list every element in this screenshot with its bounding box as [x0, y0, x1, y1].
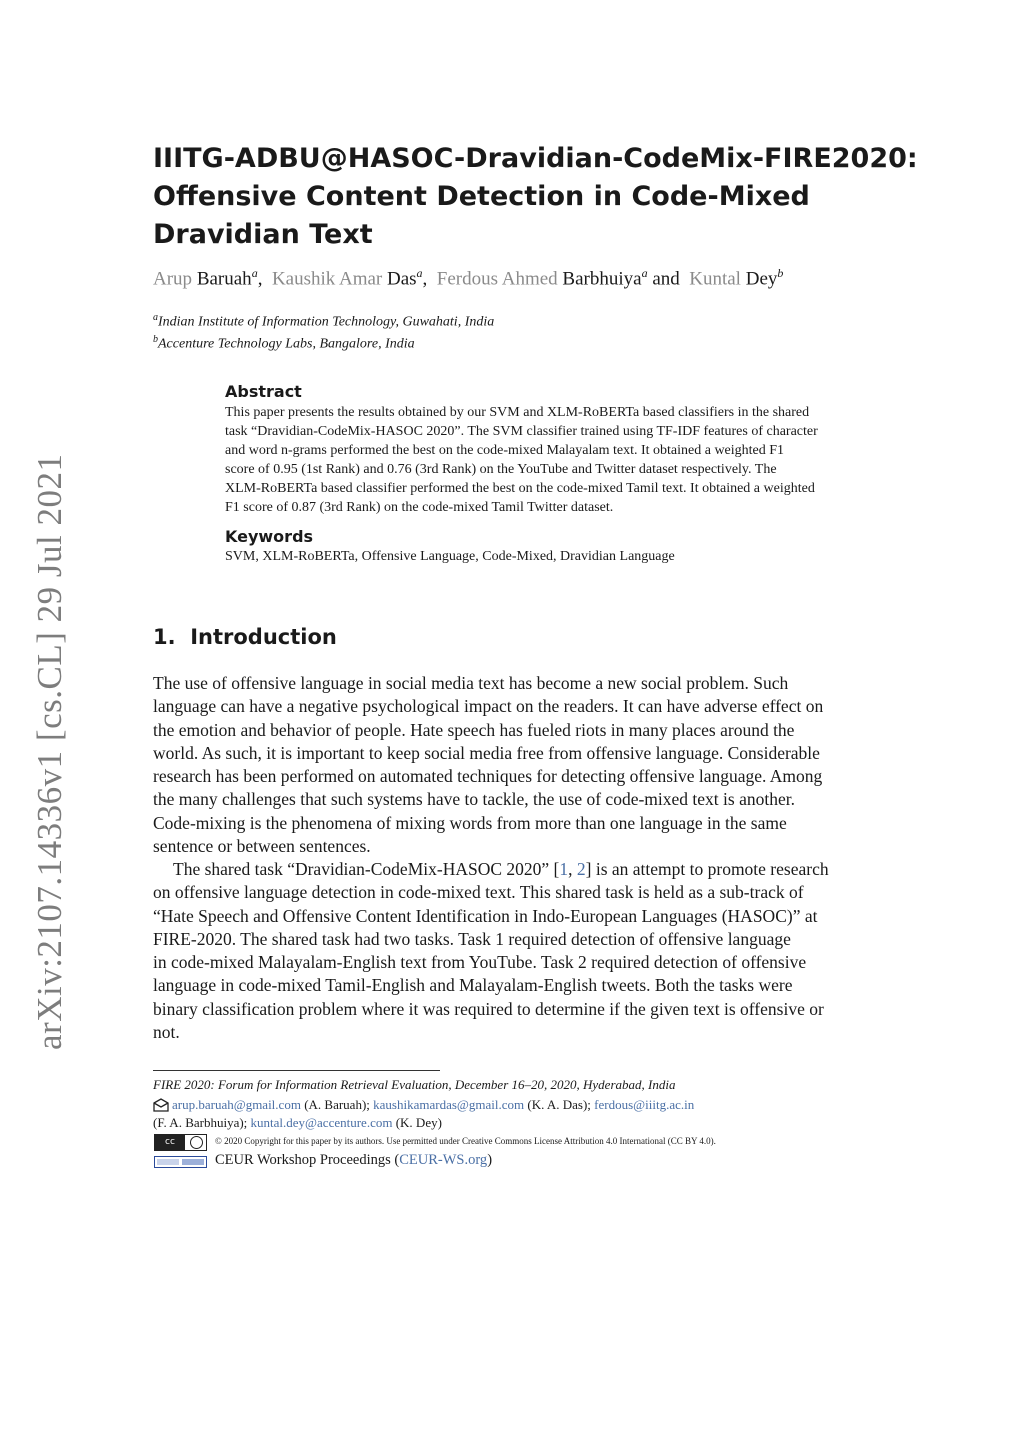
- abstract-body: [225, 403, 871, 517]
- abstract-line: This paper presents the results obtained by our SVM and XLM-RoBERTa based classifiers in the shared: [225, 405, 810, 420]
- author-family-name: Dey: [745, 268, 778, 290]
- paper-title: [153, 140, 918, 254]
- footnote-rule: [153, 1070, 440, 1071]
- author-given-name: Arup: [153, 268, 193, 290]
- author-given-name: Ferdous Ahmed: [436, 268, 558, 290]
- keywords-list: SVM, XLM-RoBERTa, Offensive Language, Code-Mixed, Dravidian Language: [225, 549, 675, 564]
- email-owner: (F. A. Barbhuiya);: [153, 1115, 248, 1130]
- author-and: and: [652, 268, 680, 290]
- author-separator: ,: [422, 268, 428, 290]
- conference-footnote: FIRE 2020: Forum for Information Retrieval Evaluation, December 16–20, 2020, Hyderabad, India: [153, 1077, 676, 1092]
- affiliation-text: Accenture Technology Labs, Bangalore, India: [158, 336, 415, 352]
- keywords-heading: Keywords: [225, 527, 314, 546]
- ceur-link[interactable]: CEUR-WS.org: [399, 1152, 488, 1168]
- author-affiliation-mark: b: [777, 266, 784, 280]
- title-line-2: Offensive Content Detection in Code-Mixed: [153, 181, 810, 212]
- author-given-name: Kaushik Amar: [271, 268, 383, 290]
- paragraph-line: sentence or between sentences.: [153, 836, 371, 857]
- email-footnote-continued: [153, 1115, 442, 1131]
- author-family-name: Barbhuiya: [562, 268, 642, 290]
- email-owner: (K. A. Das);: [527, 1097, 591, 1112]
- intro-paragraph-1: [153, 672, 873, 858]
- paragraph-line: research has been performed on automated techniques for detecting offensive language. Among: [153, 766, 823, 787]
- affiliation-mark: a: [153, 312, 158, 323]
- cc-license-badge[interactable]: [154, 1134, 207, 1151]
- ceur-proceedings: [215, 1152, 492, 1169]
- author-family-name: Das: [386, 268, 417, 290]
- arxiv-identifier: arXiv:2107.14336v1 [cs.CL] 29 Jul 2021: [30, 453, 69, 1050]
- paragraph-line: FIRE-2020. The shared task had two tasks. Task 1 required detection of offensive language: [153, 928, 791, 949]
- paragraph-line: Code-mixing is the phenomena of mixing words from more than one language in the same: [153, 812, 787, 833]
- intro-paragraph-2: [153, 858, 873, 1044]
- paragraph-line: “Hate Speech and Offensive Content Identification in Indo-European Languages (HASOC)” at: [153, 905, 818, 926]
- author-affiliation-mark: a: [416, 266, 423, 280]
- title-line-1: IIITG-ADBU@HASOC-Dravidian-CodeMix-FIRE2020:: [153, 143, 918, 174]
- email-owner: (A. Baruah);: [304, 1097, 370, 1112]
- author-affiliation-mark: a: [641, 266, 648, 280]
- paragraph-line: language can have a negative psychological impact on the readers. It can have adverse effect on: [153, 696, 824, 717]
- email-link[interactable]: arup.baruah@gmail.com: [172, 1097, 301, 1112]
- ceur-logo: [154, 1156, 207, 1168]
- email-link[interactable]: kaushikamardas@gmail.com: [373, 1097, 525, 1112]
- paragraph-line: on offensive language detection in code-mixed text. This shared task is held as a sub-track of: [153, 882, 804, 903]
- paragraph-line: [153, 858, 873, 881]
- affiliation-a: [153, 312, 494, 331]
- paragraph-line: binary classification problem where it was required to determine if the given text is offensive or: [153, 998, 824, 1019]
- section-heading: [153, 625, 337, 649]
- affiliation-b: [153, 334, 415, 353]
- paragraph-line: in code-mixed Malayalam-English text from YouTube. Task 2 required detection of offensive: [153, 952, 807, 973]
- paragraph-line: language in code-mixed Tamil-English and Malayalam-English tweets. Both the tasks were: [153, 975, 793, 996]
- paragraph-line: The use of offensive language in social media text has become a new social problem. Such: [153, 673, 789, 693]
- email-link[interactable]: kuntal.dey@accenture.com: [250, 1115, 393, 1130]
- abstract-line: and word n-grams performed the best on the code-mixed Malayalam text. It obtained a weighted F1: [225, 443, 785, 458]
- author-given-name: Kuntal: [689, 268, 741, 290]
- text-run: The shared task “Dravidian-CodeMix-HASOC 2020” [: [173, 859, 560, 879]
- abstract-line: XLM-RoBERTa based classifier performed the best on the code-mixed Tamil text. It obtained a weighted: [225, 481, 815, 496]
- ceur-text-close: ): [487, 1152, 493, 1168]
- abstract-line: score of 0.95 (1st Rank) and 0.76 (3rd Rank) on the YouTube and Twitter dataset respectively. The: [225, 462, 777, 477]
- email-link[interactable]: ferdous@iiitg.ac.in: [594, 1097, 695, 1112]
- author-affiliation-mark: a: [251, 266, 258, 280]
- section-title: Introduction: [190, 625, 337, 649]
- abstract-line: task “Dravidian-CodeMix-HASOC 2020”. The SVM classifier trained using TF-IDF features of character: [225, 424, 818, 439]
- email-owner: (K. Dey): [395, 1115, 442, 1130]
- affiliation-mark: b: [153, 334, 158, 345]
- citation-separator: ,: [568, 859, 577, 879]
- paragraph-line: world. As such, it is important to keep social media free from offensive language. Considerable: [153, 742, 820, 763]
- author-list: [153, 266, 783, 290]
- affiliation-text: Indian Institute of Information Technology, Guwahati, India: [158, 314, 495, 330]
- citation-link-1[interactable]: 1: [559, 859, 569, 879]
- citation-link-2[interactable]: 2: [576, 859, 586, 879]
- paragraph-line: not.: [153, 1022, 180, 1043]
- abstract-heading: Abstract: [225, 382, 302, 401]
- title-line-3: Dravidian Text: [153, 219, 373, 250]
- person-icon: [190, 1136, 203, 1149]
- email-footnote: [172, 1097, 694, 1113]
- author-family-name: Baruah: [196, 268, 252, 290]
- section-number: 1.: [153, 625, 176, 649]
- copyright-notice: © 2020 Copyright for this paper by its authors. Use permitted under Creative Commons License Attribution 4.0 International (CC BY 4.0).: [215, 1136, 716, 1146]
- ceur-text: CEUR Workshop Proceedings (: [215, 1152, 400, 1168]
- author-separator: ,: [257, 268, 263, 290]
- text-run: ] is an attempt to promote research: [585, 859, 829, 879]
- paragraph-line: the many challenges that such systems have to tackle, the use of code-mixed text is another.: [153, 789, 795, 810]
- paragraph-line: the emotion and behavior of people. Hate speech has fueled riots in many places around the: [153, 719, 795, 740]
- cc-badge-label: cc: [155, 1135, 185, 1150]
- abstract-line: F1 score of 0.87 (3rd Rank) on the code-mixed Tamil Twitter dataset.: [225, 500, 614, 515]
